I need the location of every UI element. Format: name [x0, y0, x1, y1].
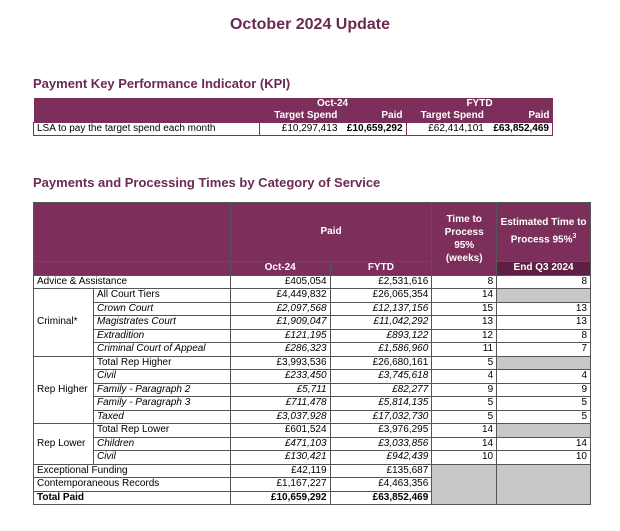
table-row: Advice & Assistance £405,054 £2,531,616 8 8 [34, 275, 591, 289]
kpi-fytd-target: £62,414,101 [406, 123, 487, 136]
header-oct: Oct-24 [230, 262, 330, 276]
kpi-col-target-oct: Target Spend [260, 110, 341, 123]
group-rep-higher: Rep Higher [34, 356, 94, 424]
kpi-fytd-paid: £63,852,469 [487, 123, 553, 136]
kpi-oct-paid: £10,659,292 [340, 123, 406, 136]
table-row: Family - Paragraph 2 £5,711 £82,277 9 9 [34, 383, 591, 397]
kpi-row-label: LSA to pay the target spend each month [34, 123, 260, 136]
table-row: Family - Paragraph 3 £711,478 £5,814,135 5 5 [34, 397, 591, 411]
table-row: Criminal* All Court Tiers £4,449,832 £26,065,354 14 [34, 289, 591, 303]
table-row: Civil £233,450 £3,745,618 4 4 [34, 370, 591, 384]
table-row: Rep Higher Total Rep Higher £3,993,536 £26,680,161 5 [34, 356, 591, 370]
kpi-table [33, 98, 553, 136]
kpi-heading: Payment Key Performance Indicator (KPI) [33, 76, 291, 91]
table-row: Contemporaneous Records £1,167,227 £4,463,356 [34, 478, 591, 492]
group-criminal: Criminal* [34, 289, 94, 357]
group-rep-lower: Rep Lower [34, 424, 94, 465]
payments-table [33, 202, 591, 505]
table-row: Magistrates Court £1,909,047 £11,042,292 13 13 [34, 316, 591, 330]
page-title: October 2024 Update [229, 16, 391, 33]
table-row: Criminal Court of Appeal £286,323 £1,586,960 11 7 [34, 343, 591, 357]
table-row: Rep Lower Total Rep Lower £601,524 £3,976,295 14 [34, 424, 591, 438]
table-row: Exceptional Funding £42,119 £135,687 [34, 464, 591, 478]
header-fytd: FYTD [330, 262, 432, 276]
total-row: Total Paid £10,659,292 £63,852,469 [34, 491, 591, 505]
kpi-col-paid-oct: Paid [340, 110, 406, 123]
header-estimated-time: Estimated Time to Process 95%$^3$ [497, 203, 591, 262]
kpi-oct-target: £10,297,413 [260, 123, 341, 136]
table-row: Children £471,103 £3,033,856 14 14 [34, 437, 591, 451]
table-row: Taxed £3,037,928 £17,032,730 5 5 [34, 410, 591, 424]
kpi-period-fytd: FYTD [406, 98, 552, 110]
header-end-q3: End Q3 2024 [497, 262, 591, 276]
header-time-to-process: Time to Process 95% (weeks) [432, 203, 497, 276]
table-row: Extradition £121,195 £893,122 12 8 [34, 329, 591, 343]
kpi-col-target-fytd: Target Spend [406, 110, 487, 123]
kpi-period-oct: Oct-24 [260, 98, 406, 110]
kpi-col-paid-fytd: Paid [487, 110, 553, 123]
main-heading: Payments and Processing Times by Category of Service [33, 175, 381, 190]
table-row: Civil £130,421 £942,439 10 10 [34, 451, 591, 465]
header-paid: Paid [230, 203, 431, 262]
table-row: Crown Court £2,097,568 £12,137,156 15 13 [34, 302, 591, 316]
kpi-row [34, 123, 553, 136]
